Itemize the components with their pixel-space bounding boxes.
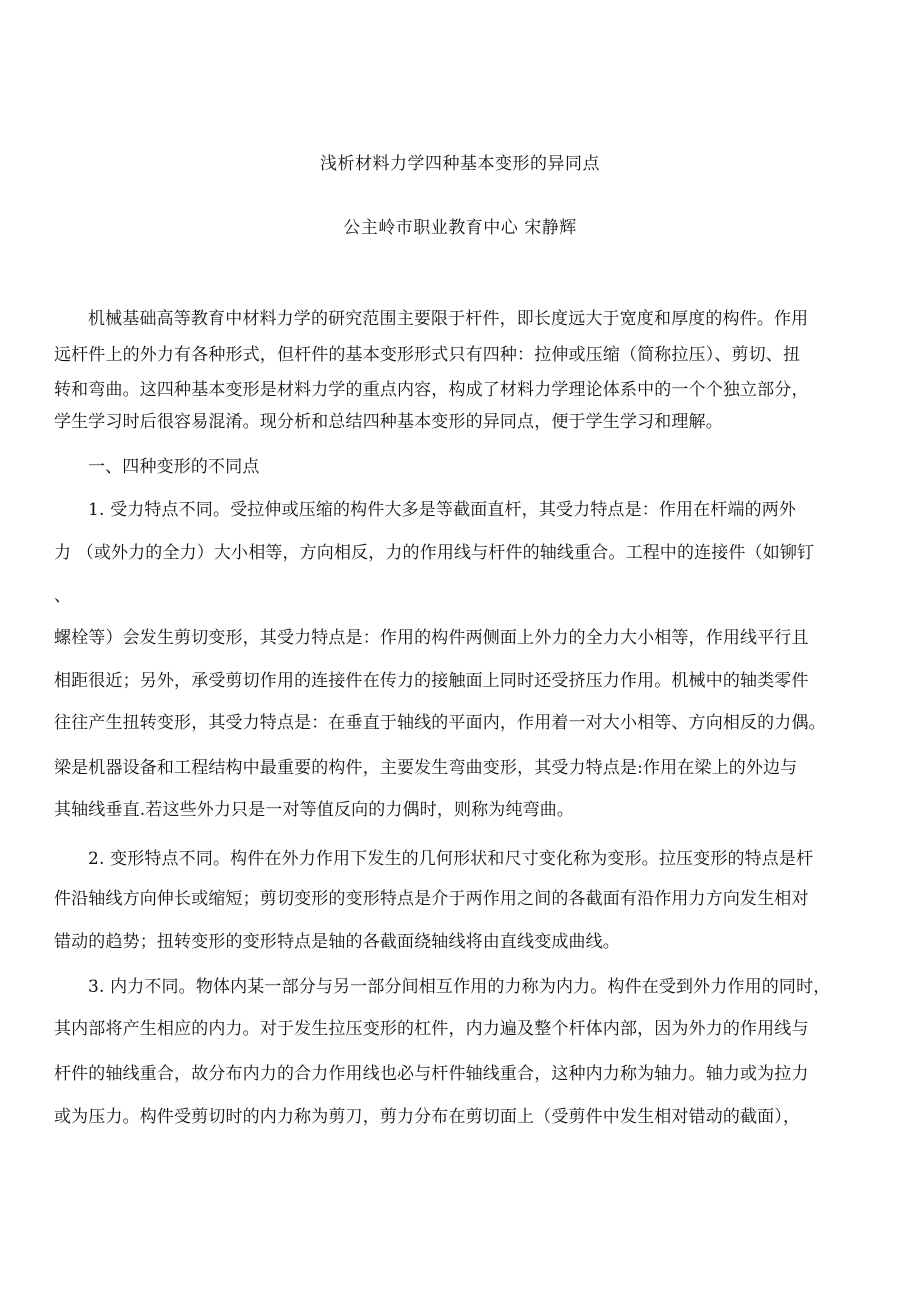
text-line: 往往产生扭转变形，其受力特点是：在垂直于轴线的平面内，作用着一对大小相等、方向相反的力偶。: [54, 713, 826, 733]
document-title: 浅析材料力学四种基本变形的异同点: [320, 154, 600, 174]
text-line: 螺栓等）会发生剪切变形，其受力特点是：作用的构件两侧面上外力的全力大小相等，作用线平行且: [54, 628, 809, 648]
document-author: 公主岭市职业教育中心 宋静辉: [343, 218, 577, 238]
text-line: 机械基础高等教育中材料力学的研究范围主要限于杆件，即长度远大于宽度和厚度的构件。作用: [88, 309, 809, 329]
text-line: 1. 受力特点不同。受拉伸或压缩的构件大多是等截面直杆，其受力特点是：作用在杆端的两外: [88, 500, 797, 520]
text-line: 、: [54, 586, 72, 606]
text-line: 杆件的轴线重合，故分布内力的合力作用线也必与杆件轴线重合，这种内力称为轴力。轴力或为拉力: [54, 1064, 809, 1084]
text-line: 转和弯曲。这四种基本变形是材料力学的重点内容，构成了材料力学理论体系中的一个个独立部分，: [54, 380, 809, 400]
text-line: 件沿轴线方向伸长或缩短；剪切变形的变形特点是介于两作用之间的各截面有沿作用力方向发生相对: [54, 889, 809, 909]
text-line: 力 （或外力的全力）大小相等，方向相反，力的作用线与杆件的轴线重合。工程中的连接件（如铆钉: [54, 543, 815, 563]
text-line: 3. 内力不同。物体内某一部分与另一部分间相互作用的力称为内力。构件在受到外力作用的同时，: [88, 977, 831, 997]
text-line: 其轴线垂直.若这些外力只是一对等值反向的力偶时，则称为纯弯曲。: [54, 800, 575, 820]
text-line: 错动的趋势；扭转变形的变形特点是轴的各截面绕轴线将由直线变成曲线。: [54, 932, 620, 952]
text-line: 学生学习时后很容易混淆。现分析和总结四种基本变形的异同点，便于学生学习和理解。: [54, 412, 723, 432]
text-line: 梁是机器设备和工程结构中最重要的构件，主要发生弯曲变形，其受力特点是:作用在梁上的外边与: [54, 758, 798, 778]
section-heading: 一、四种变形的不同点: [88, 457, 260, 477]
text-line: 或为压力。构件受剪切时的内力称为剪刀，剪力分布在剪切面上（受剪件中发生相对错动的截面），: [54, 1107, 801, 1127]
text-line: 2. 变形特点不同。构件在外力作用下发生的几何形状和尺寸变化称为变形。拉压变形的特点是杆: [88, 849, 814, 869]
text-line: 其内部将产生相应的内力。对于发生拉压变形的杠件，内力遍及整个杆体内部，因为外力的作用线与: [54, 1019, 809, 1039]
text-line: 相距很近；另外，承受剪切作用的连接件在传力的接触面上同时还受挤压力作用。机械中的轴类零件: [54, 671, 809, 691]
text-line: 远杆件上的外力有各种形式，但杆件的基本变形形式只有四种：拉伸或压缩（简称拉压）、剪切、扭: [54, 345, 801, 365]
